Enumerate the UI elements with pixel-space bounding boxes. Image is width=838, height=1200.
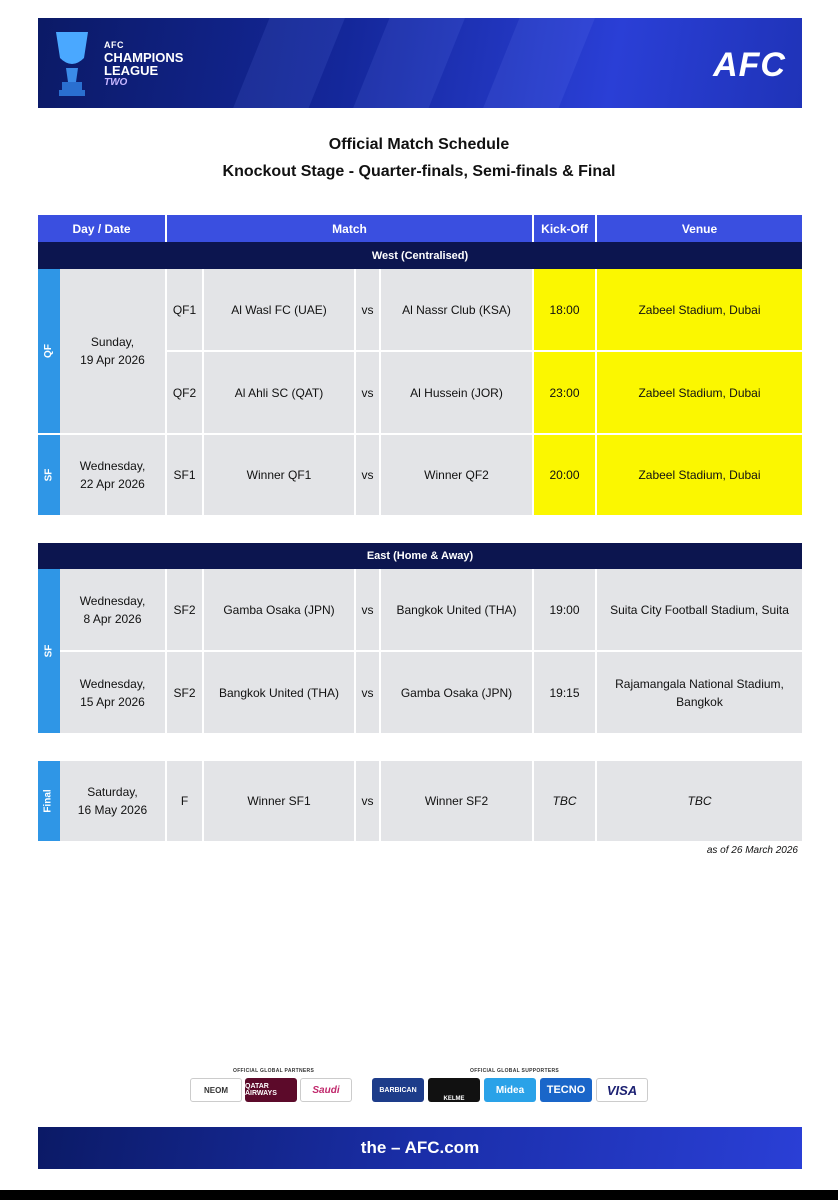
match-code: SF2 <box>165 652 202 733</box>
qf-day: Sunday, <box>90 335 135 349</box>
home-team: Al Ahli SC (QAT) <box>202 352 354 433</box>
header-kickoff: Kick-Off <box>532 215 595 242</box>
table-header-row <box>38 215 802 242</box>
match-day: Wednesday, <box>79 676 146 691</box>
venue <box>595 652 802 733</box>
footer-banner <box>38 1127 802 1169</box>
away-team: Al Nassr Club (KSA) <box>379 269 532 350</box>
table-row <box>38 352 802 433</box>
match-day: Wednesday, <box>79 459 146 473</box>
match-date <box>60 652 165 733</box>
vs-label: vs <box>354 269 379 350</box>
sponsor-tecno: TECNO <box>540 1078 592 1102</box>
venue-line: Bangkok <box>676 694 723 709</box>
kickoff-time: 23:00 <box>532 352 595 433</box>
match-date <box>60 435 165 515</box>
brand-line: CHAMPIONS <box>104 50 184 65</box>
match-date <box>60 569 165 650</box>
kickoff-time: 18:00 <box>532 269 595 350</box>
kickoff-time: TBC <box>532 761 595 841</box>
table-row <box>38 435 802 515</box>
match-date-value: 16 May 2026 <box>77 803 148 817</box>
header-day-date: Day / Date <box>38 215 165 242</box>
sponsor-midea: Midea <box>484 1078 536 1102</box>
table-row <box>38 652 802 733</box>
page-subtitle: Knockout Stage - Quarter-finals, Semi-finals & Final <box>222 163 616 180</box>
partners-label: OFFICIAL GLOBAL PARTNERS <box>233 1068 315 1074</box>
venue: Suita City Football Stadium, Suita <box>595 569 802 650</box>
page-title: Official Match Schedule <box>328 136 510 153</box>
east-band <box>38 543 802 569</box>
header-match: Match <box>165 215 532 242</box>
vs-label: vs <box>354 569 379 650</box>
west-band-label: West (Centralised) <box>38 242 802 269</box>
sponsor-qatar-airways: QATAR AIRWAYS <box>245 1078 297 1102</box>
venue: Zabeel Stadium, Dubai <box>595 269 802 350</box>
trophy-icon <box>52 28 92 100</box>
sponsor-visa: VISA <box>596 1078 648 1102</box>
table-row <box>38 569 802 650</box>
bottom-bar <box>0 1190 838 1200</box>
header-banner <box>38 18 802 108</box>
match-date-value: 15 Apr 2026 <box>80 694 145 709</box>
match-code: F <box>165 761 202 841</box>
kickoff-time: 19:15 <box>532 652 595 733</box>
stage-label-sf <box>38 435 60 515</box>
venue: TBC <box>595 761 802 841</box>
away-team: Al Hussein (JOR) <box>379 352 532 433</box>
brand-line: AFC <box>104 40 124 50</box>
vs-label: vs <box>354 352 379 433</box>
sponsor-barbican: BARBICAN <box>372 1078 424 1102</box>
vs-label: vs <box>354 761 379 841</box>
west-band <box>38 242 802 269</box>
venue: Zabeel Stadium, Dubai <box>595 352 802 433</box>
match-code: QF2 <box>165 352 202 433</box>
header-venue: Venue <box>595 215 802 242</box>
home-team: Winner QF1 <box>202 435 354 515</box>
home-team: Bangkok United (THA) <box>202 652 354 733</box>
as-of-note: as of 26 March 2026 <box>706 845 798 856</box>
match-date-value: 22 Apr 2026 <box>80 477 145 491</box>
competition-brand <box>104 40 183 88</box>
match-date <box>60 761 165 841</box>
header-streak <box>333 18 473 108</box>
kickoff-time: 19:00 <box>532 569 595 650</box>
brand-line: TWO <box>104 77 128 88</box>
away-team: Winner QF2 <box>379 435 532 515</box>
sponsor-kelme: KELME <box>428 1078 480 1102</box>
sponsor-neom: NEOM <box>190 1078 242 1102</box>
stage-text: SF <box>43 644 54 658</box>
stage-label-final <box>38 761 60 841</box>
afc-logo: AFC <box>713 46 786 84</box>
header-streak <box>213 18 353 108</box>
home-team: Winner SF1 <box>202 761 354 841</box>
home-team: Al Wasl FC (UAE) <box>202 269 354 350</box>
qf-date-value: 19 Apr 2026 <box>80 353 145 367</box>
match-day: Saturday, <box>87 785 138 799</box>
final-row <box>38 761 802 841</box>
brand-line: LEAGUE <box>104 63 159 78</box>
match-code: QF1 <box>165 269 202 350</box>
vs-label: vs <box>354 652 379 733</box>
venue: Zabeel Stadium, Dubai <box>595 435 802 515</box>
away-team: Gamba Osaka (JPN) <box>379 652 532 733</box>
match-date-value: 8 Apr 2026 <box>83 611 142 626</box>
supporters-label: OFFICIAL GLOBAL SUPPORTERS <box>470 1068 560 1074</box>
stage-text: Final <box>43 789 54 813</box>
header-streak <box>463 18 603 108</box>
kickoff-time: 20:00 <box>532 435 595 515</box>
venue-line: Rajamangala National Stadium, <box>615 676 784 691</box>
away-team: Winner SF2 <box>379 761 532 841</box>
home-team: Gamba Osaka (JPN) <box>202 569 354 650</box>
table-row <box>38 269 802 350</box>
match-code: SF1 <box>165 435 202 515</box>
stage-text: QF <box>42 344 54 358</box>
vs-label: vs <box>354 435 379 515</box>
sponsor-saudi: Saudi <box>300 1078 352 1102</box>
footer-url[interactable]: the – AFC.com <box>360 1138 480 1157</box>
match-code: SF2 <box>165 569 202 650</box>
east-band-label: East (Home & Away) <box>38 543 802 569</box>
stage-text: SF <box>43 468 54 482</box>
away-team: Bangkok United (THA) <box>379 569 532 650</box>
match-day: Wednesday, <box>79 593 146 608</box>
